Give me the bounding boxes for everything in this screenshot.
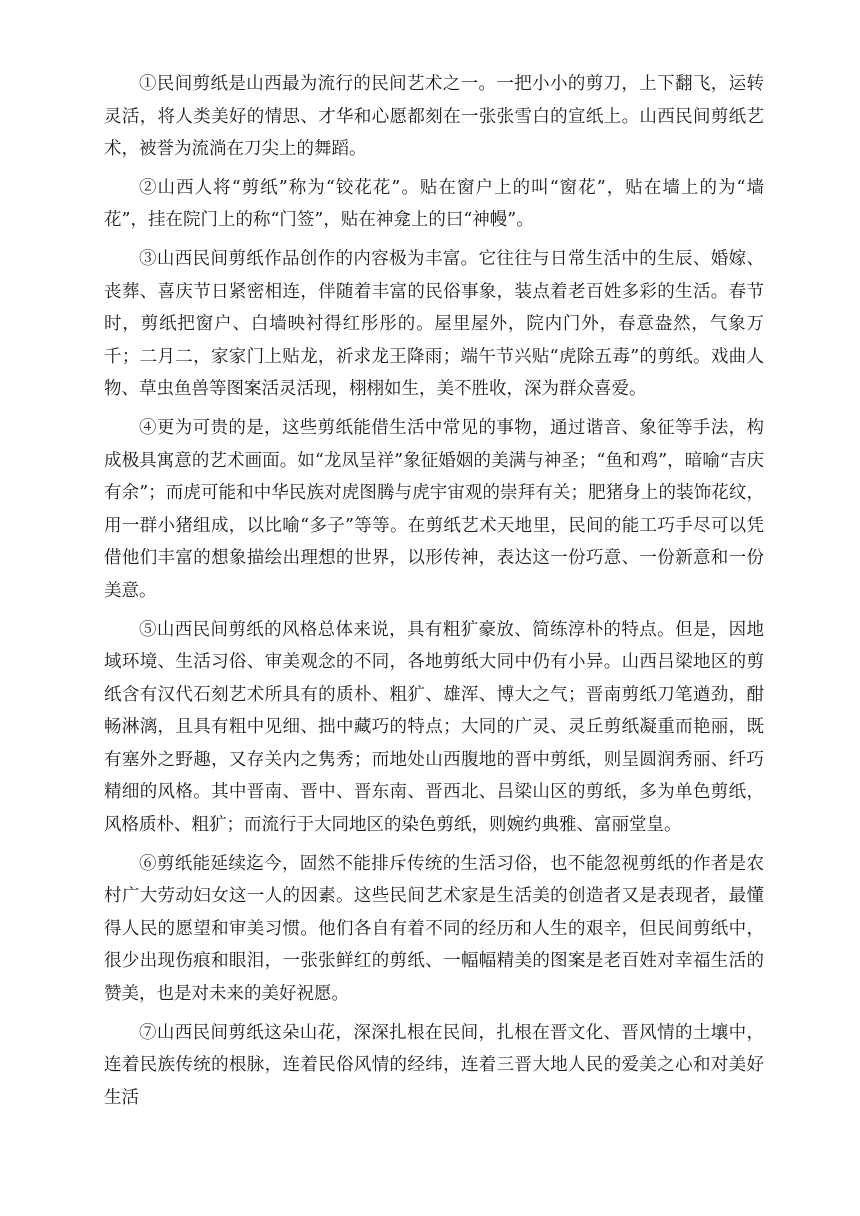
paragraph-5: ⑤山西民间剪纸的风格总体来说，具有粗犷豪放、简练淳朴的特点。但是，因地域环境、生活习俗、审美观念的不同，各地剪纸大同中仍有小异。山西吕梁地区的剪纸含有汉代石刻艺术所具有的质朴、粗犷、雄浑、博大之气；晋南剪纸刀笔遒劲，酣畅淋漓，且具有粗中见细、拙中藏巧的特点；大同的广灵、灵丘剪纸凝重而艳丽，既有塞外之野趣，又存关内之隽秀；而地处山西腹地的晋中剪纸，则呈圆润秀丽、纤巧精细的风格。其中晋南、晋中、晋东南、晋西北、吕梁山区的剪纸，多为单色剪纸，风格质朴、粗犷；而流行于大同地区的染色剪纸，则婉约典雅、富丽堂皇。: [104, 619, 764, 836]
paragraph-7: ⑦山西民间剪纸这朵山花，深深扎根在民间，扎根在晋文化、晋风情的土壤中，连着民族传统的根脉，连着民俗风情的经纬，连着三晋大地人民的爱美之心和对美好生活: [104, 1022, 764, 1108]
document-body: [104, 68, 764, 1120]
paragraph-4: ④更为可贵的是，这些剪纸能借生活中常见的事物，通过谐音、象征等手法，构成极具寓意的艺术画面。如“龙凤呈祥”象征婚姻的美满与神圣；“鱼和鸡”，暗喻“吉庆有余”；而虎可能和中华民族对虎图腾与虎宇宙观的崇拜有关；肥猪身上的装饰花纹，用一群小猪组成，以比喻“多子”等等。在剪纸艺术天地里，民间的能工巧手尽可以凭借他们丰富的想象描绘出理想的世界，以形传神，表达这一份巧意、一份新意和一份美意。: [104, 417, 764, 601]
paragraph-2: ②山西人将“剪纸”称为“铰花花”。贴在窗户上的叫“窗花”，贴在墙上的为“墙花”，挂在院门上的称“门签”，贴在神龛上的曰“神幔”。: [104, 177, 764, 231]
paragraph-6: ⑥剪纸能延续迄今，固然不能排斥传统的生活习俗，也不能忽视剪纸的作者是农村广大劳动妇女这一人的因素。这些民间艺术家是生活美的创造者又是表现者，最懂得人民的愿望和审美习惯。他们各自有着不同的经历和人生的艰辛，但民间剪纸中，很少出现伤痕和眼泪，一张张鲜红的剪纸、一幅幅精美的图案是老百姓对幸福生活的赞美，也是对未来的美好祝愿。: [104, 853, 764, 1005]
paragraph-3: ③山西民间剪纸作品创作的内容极为丰富。它往往与日常生活中的生辰、婚嫁、丧葬、喜庆节日紧密相连，伴随着丰富的民俗事象，装点着老百姓多彩的生活。春节时，剪纸把窗户、白墙映衬得红彤彤的。屋里屋外，院内门外，春意盎然，气象万千；二月二，家家门上贴龙，祈求龙王降雨；端午节兴贴“虎除五毒”的剪纸。戏曲人物、草虫鱼兽等图案活灵活现，栩栩如生，美不胜收，深为群众喜爱。: [104, 248, 764, 400]
paragraph-1: ①民间剪纸是山西最为流行的民间艺术之一。一把小小的剪刀，上下翻飞，运转灵活，将人类美好的情思、才华和心愿都刻在一张张雪白的宣纸上。山西民间剪纸艺术，被誉为流淌在刀尖上的舞蹈。: [104, 74, 764, 160]
